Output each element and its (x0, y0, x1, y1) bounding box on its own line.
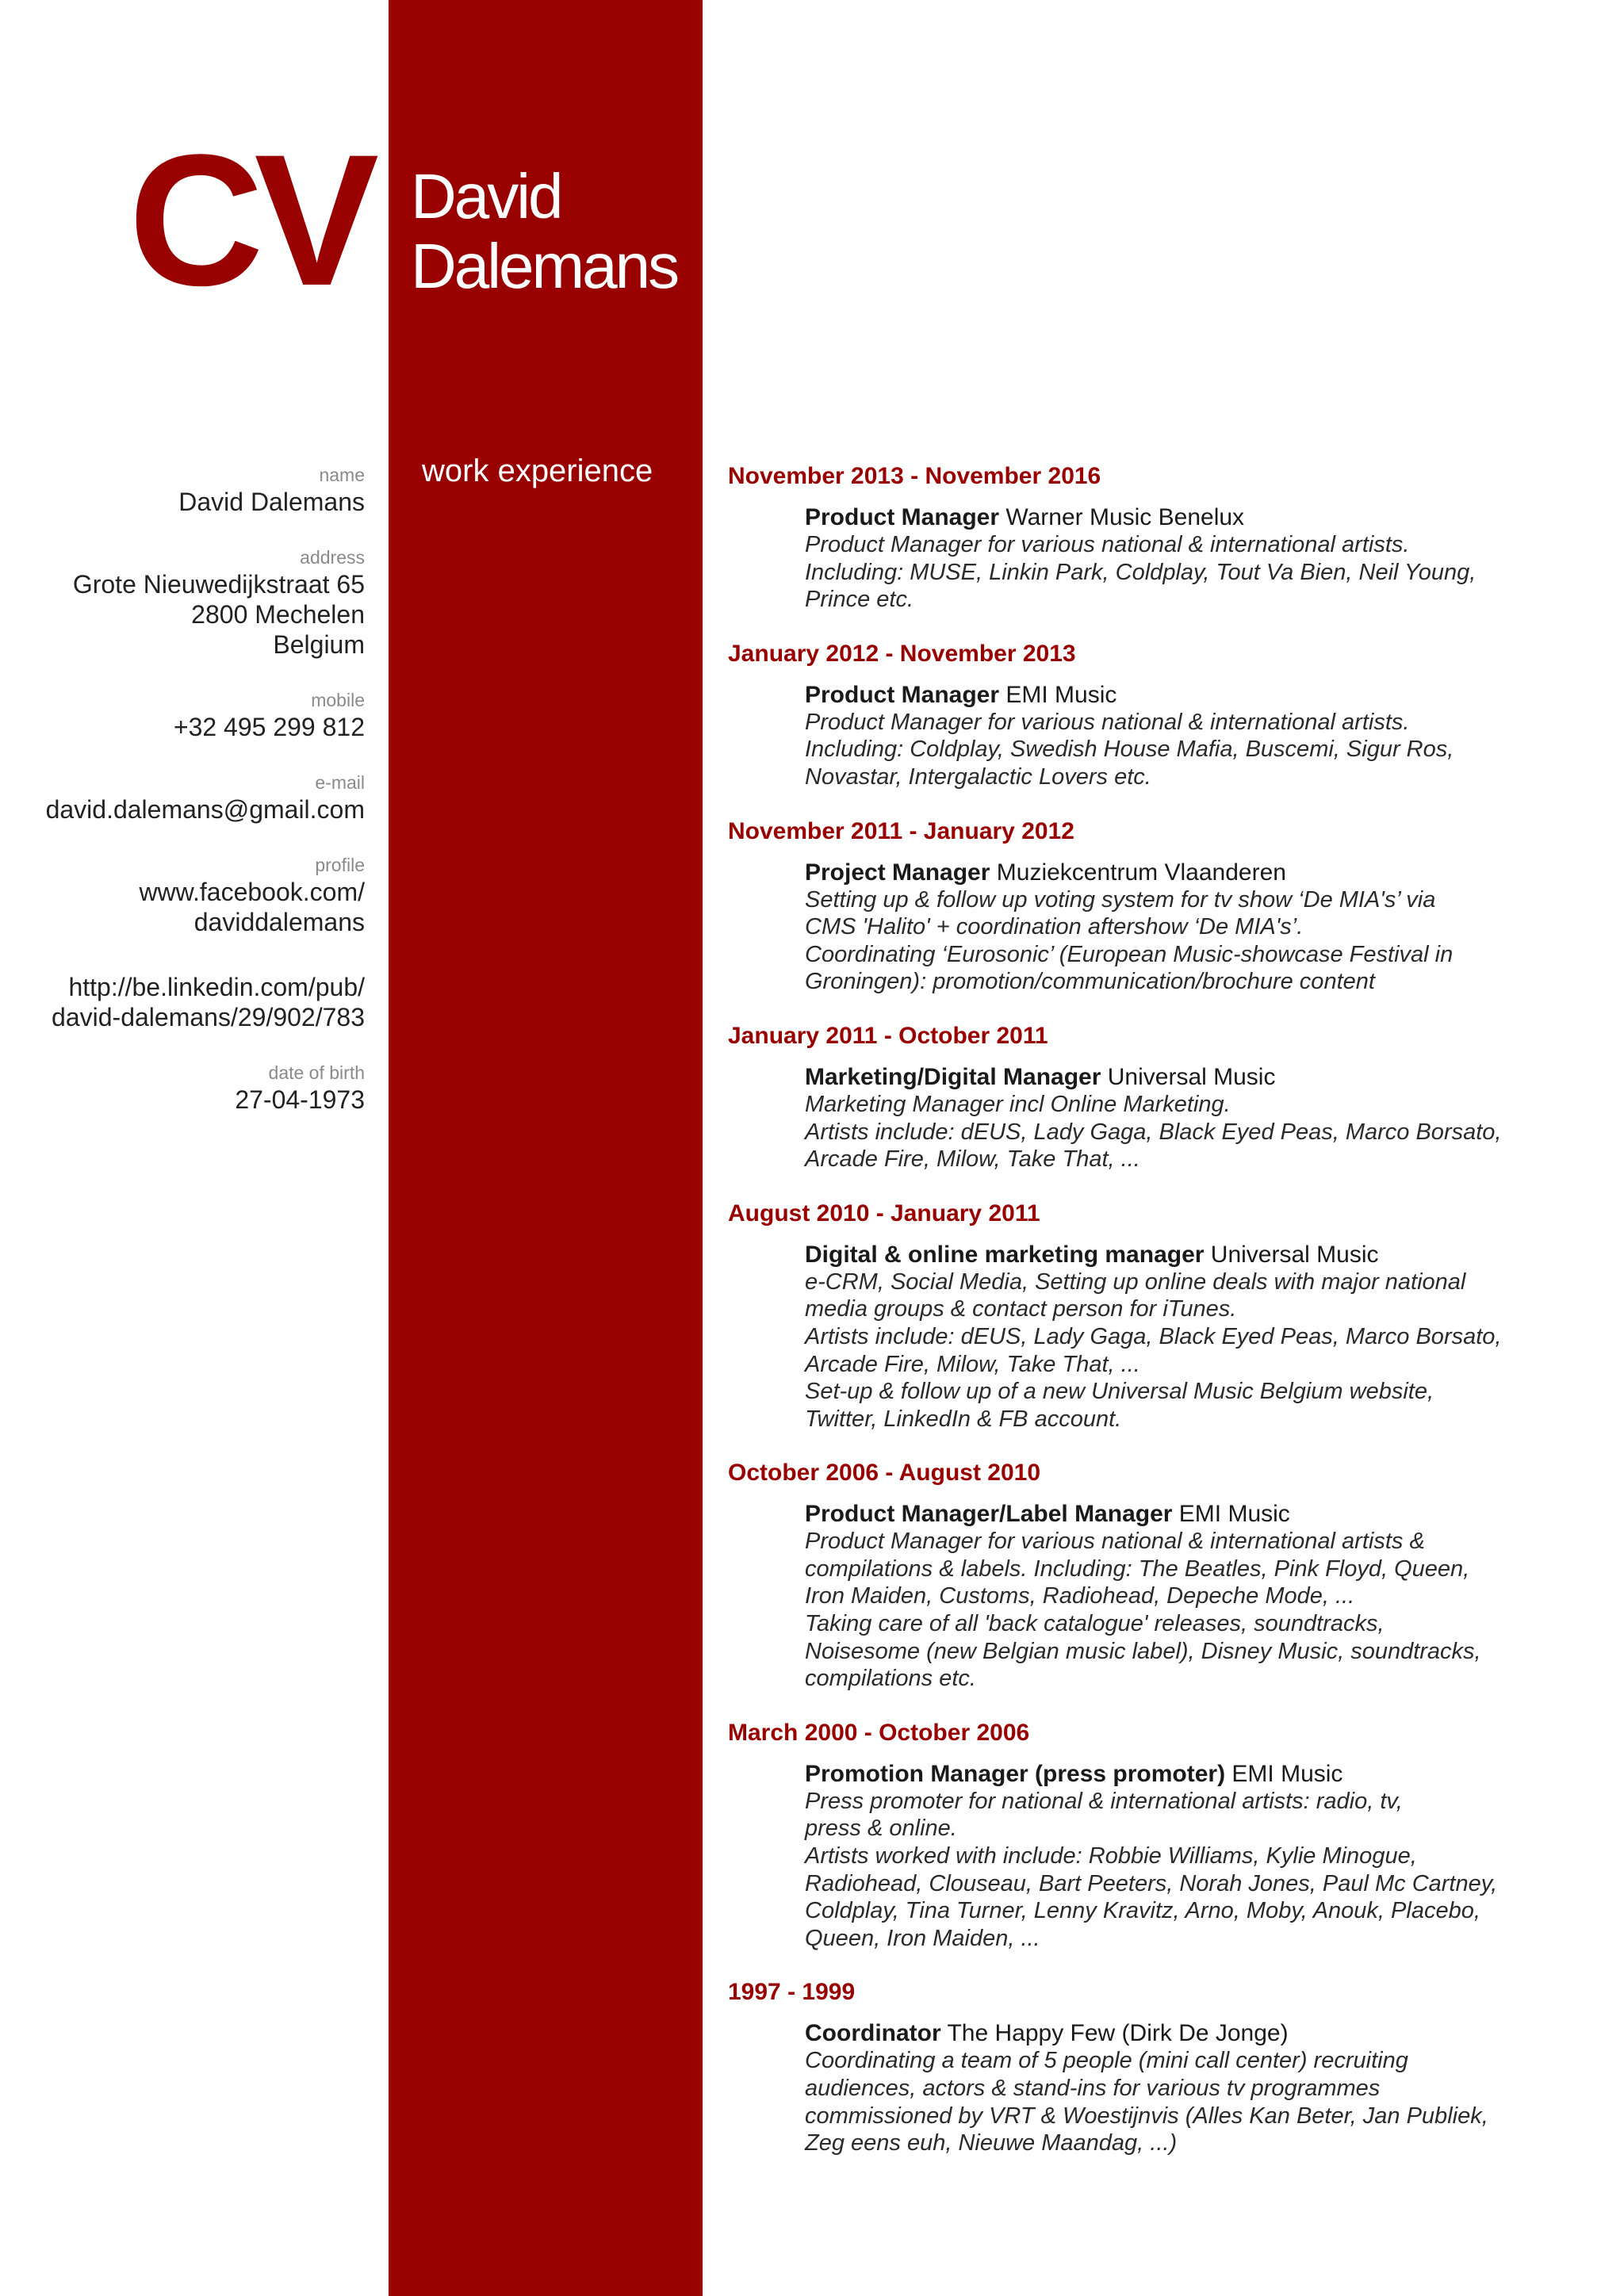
facebook-link[interactable]: daviddalemans (193, 908, 365, 936)
job-role: Product Manager/Label Manager (805, 1501, 1173, 1528)
job-description-line: Radiohead, Clouseau, Bart Peeters, Norah Jones, Paul Mc Cartney, (805, 1870, 1498, 1896)
job-role: Project Manager (805, 859, 990, 886)
job-company: Muziekcentrum Vlaanderen (996, 859, 1286, 886)
job-description (805, 531, 1600, 614)
job-description-line: Queen, Iron Maiden, ... (805, 1925, 1040, 1951)
job-description-line: commissioned by VRT & Woestijnvis (Alles Kan Beter, Jan Publiek, (805, 2103, 1488, 2129)
job-description-line: media groups & contact person for iTunes. (805, 1296, 1237, 1322)
job-description-line: Product Manager for various national & international artists. (805, 532, 1410, 557)
job-description-line: Novastar, Intergalactic Lovers etc. (805, 763, 1151, 790)
spacer (0, 937, 365, 972)
job-body (805, 504, 1600, 614)
address-line: Grote Nieuwedijkstraat 65 (72, 570, 365, 599)
job-description-line: Zeg eens euh, Nieuwe Maandag, ...) (805, 2130, 1178, 2156)
job-description-line: Artists include: dEUS, Lady Gaga, Black Eyed Peas, Marco Borsato, (805, 1119, 1502, 1145)
job-description-line: Setting up & follow up voting system for tv show ‘De MIA's’ via (805, 886, 1436, 913)
job-description-line: Product Manager for various national & international artists. (805, 709, 1410, 735)
job-role: Coordinator (805, 2020, 941, 2047)
job-description-line: Prince etc. (805, 587, 914, 613)
address-line: 2800 Mechelen (191, 600, 365, 629)
email-label: e-mail (315, 772, 365, 793)
job-entry (728, 813, 1600, 996)
experience-list (728, 458, 1600, 2179)
job-description-line: Twitter, LinkedIn & FB account. (805, 1406, 1122, 1432)
job-entry (728, 1455, 1600, 1693)
job-description (805, 1528, 1600, 1693)
profile-label: profile (315, 855, 365, 875)
facebook-link[interactable]: www.facebook.com/ (139, 878, 365, 906)
job-description (805, 1788, 1600, 1953)
job-company: The Happy Few (Dirk De Jonge) (947, 2020, 1289, 2047)
header-last-name: Dalemans (411, 231, 678, 301)
job-dates: October 2006 - August 2010 (728, 1460, 1041, 1487)
dob-label: date of birth (268, 1062, 365, 1083)
red-band (389, 0, 703, 2296)
job-title (805, 682, 1600, 709)
job-title (805, 1064, 1600, 1091)
job-company: Warner Music Benelux (1005, 504, 1245, 530)
job-body (805, 1761, 1600, 1953)
linkedin-link[interactable]: http://be.linkedin.com/pub/ (68, 973, 365, 1001)
job-title (805, 1242, 1600, 1269)
job-description-line: Coordinating a team of 5 people (mini call center) recruiting (805, 2048, 1408, 2074)
job-description-line: press & online. (805, 1816, 957, 1842)
job-description-line: Iron Maiden, Customs, Radiohead, Depeche Mode, ... (805, 1583, 1355, 1609)
cv-logo: CV (128, 116, 370, 325)
address-line: Belgium (273, 630, 365, 659)
job-description-line: Noisesome (new Belgian music label), Disney Music, soundtracks, (805, 1638, 1481, 1664)
email-link[interactable]: david.dalemans@gmail.com (45, 795, 365, 824)
header-first-name: David (411, 161, 561, 232)
job-title (805, 504, 1600, 531)
job-role: Digital & online marketing manager (805, 1241, 1205, 1268)
section-title-work-experience: work experience (422, 453, 653, 488)
job-description-line: Groningen): promotion/communication/brochure content (805, 969, 1375, 995)
job-company: Universal Music (1107, 1063, 1276, 1090)
job-description-line: e-CRM, Social Media, Setting up online deals with major national (805, 1269, 1466, 1295)
job-description-line: Coldplay, Tina Turner, Lenny Kravitz, Arno, Moby, Anouk, Placebo, (805, 1898, 1480, 1924)
header-name (411, 162, 677, 301)
job-dates: 1997 - 1999 (728, 1979, 856, 2006)
job-role: Product Manager (805, 681, 1000, 708)
job-description-line: Product Manager for various national & international artists & (805, 1529, 1425, 1555)
job-description (805, 1091, 1600, 1173)
address-label: address (300, 547, 365, 568)
job-company: EMI Music (1005, 681, 1117, 708)
job-description-line: Artists worked with include: Robbie Williams, Kylie Minogue, (805, 1843, 1417, 1869)
job-dates: January 2012 - November 2013 (728, 640, 1076, 667)
mobile-label: mobile (311, 690, 365, 710)
job-title (805, 859, 1600, 886)
job-entry (728, 1018, 1600, 1173)
job-dates: November 2011 - January 2012 (728, 817, 1074, 844)
job-role: Marketing/Digital Manager (805, 1063, 1101, 1090)
job-description-line: Arcade Fire, Milow, Take That, ... (805, 1351, 1140, 1377)
job-description (805, 709, 1600, 791)
job-entry (728, 636, 1600, 791)
job-dates: November 2013 - November 2016 (728, 463, 1101, 489)
job-title (805, 2020, 1600, 2047)
job-description-line: Press promoter for national & international artists: radio, tv, (805, 1788, 1403, 1814)
job-role: Product Manager (805, 504, 1000, 530)
job-body (805, 859, 1600, 996)
job-entry (728, 1196, 1600, 1433)
job-title (805, 1501, 1600, 1528)
job-description (805, 1269, 1600, 1433)
job-company: EMI Music (1231, 1760, 1343, 1787)
job-description-line: Set-up & follow up of a new Universal Music Belgium website, (805, 1379, 1434, 1405)
contact-column (0, 463, 365, 1115)
job-company: Universal Music (1210, 1241, 1379, 1268)
job-title (805, 1761, 1600, 1788)
name-value: David Dalemans (178, 488, 365, 516)
job-description-line: Including: MUSE, Linkin Park, Coldplay, Tout Va Bien, Neil Young, (805, 559, 1477, 585)
job-description (805, 886, 1600, 996)
job-body (805, 682, 1600, 791)
job-description-line: Including: Coldplay, Swedish House Mafia, Buscemi, Sigur Ros, (805, 737, 1454, 763)
job-dates: August 2010 - January 2011 (728, 1200, 1040, 1226)
job-role: Promotion Manager (press promoter) (805, 1760, 1226, 1787)
job-description-line: Coordinating ‘Eurosonic’ (European Music-showcase Festival in (805, 941, 1454, 967)
job-description-line: Marketing Manager incl Online Marketing. (805, 1091, 1231, 1117)
job-description-line: Artists include: dEUS, Lady Gaga, Black Eyed Peas, Marco Borsato, (805, 1323, 1502, 1349)
job-body (805, 1501, 1600, 1693)
job-description-line: compilations & labels. Including: The Beatles, Pink Floyd, Queen, (805, 1556, 1470, 1582)
job-entry (728, 458, 1600, 614)
job-description-line: Taking care of all 'back catalogue' releases, soundtracks, (805, 1611, 1385, 1637)
job-description (805, 2047, 1600, 2156)
job-company: EMI Music (1178, 1501, 1290, 1528)
linkedin-link[interactable]: david-dalemans/29/902/783 (52, 1003, 365, 1031)
job-body (805, 1242, 1600, 1433)
job-entry (728, 1715, 1600, 1953)
mobile-value: +32 495 299 812 (173, 713, 365, 741)
job-entry (728, 1974, 1600, 2156)
job-description-line: audiences, actors & stand-ins for various tv programmes (805, 2076, 1381, 2101)
job-description-line: Arcade Fire, Milow, Take That, ... (805, 1146, 1140, 1173)
job-dates: January 2011 - October 2011 (728, 1022, 1048, 1049)
name-label: name (319, 465, 365, 485)
dob-value: 27-04-1973 (235, 1085, 365, 1114)
job-body (805, 1064, 1600, 1173)
job-description-line: compilations etc. (805, 1666, 976, 1692)
job-description-line: CMS 'Halito' + coordination aftershow ‘De MIA's’. (805, 914, 1304, 940)
job-body (805, 2020, 1600, 2156)
job-dates: March 2000 - October 2006 (728, 1719, 1030, 1746)
